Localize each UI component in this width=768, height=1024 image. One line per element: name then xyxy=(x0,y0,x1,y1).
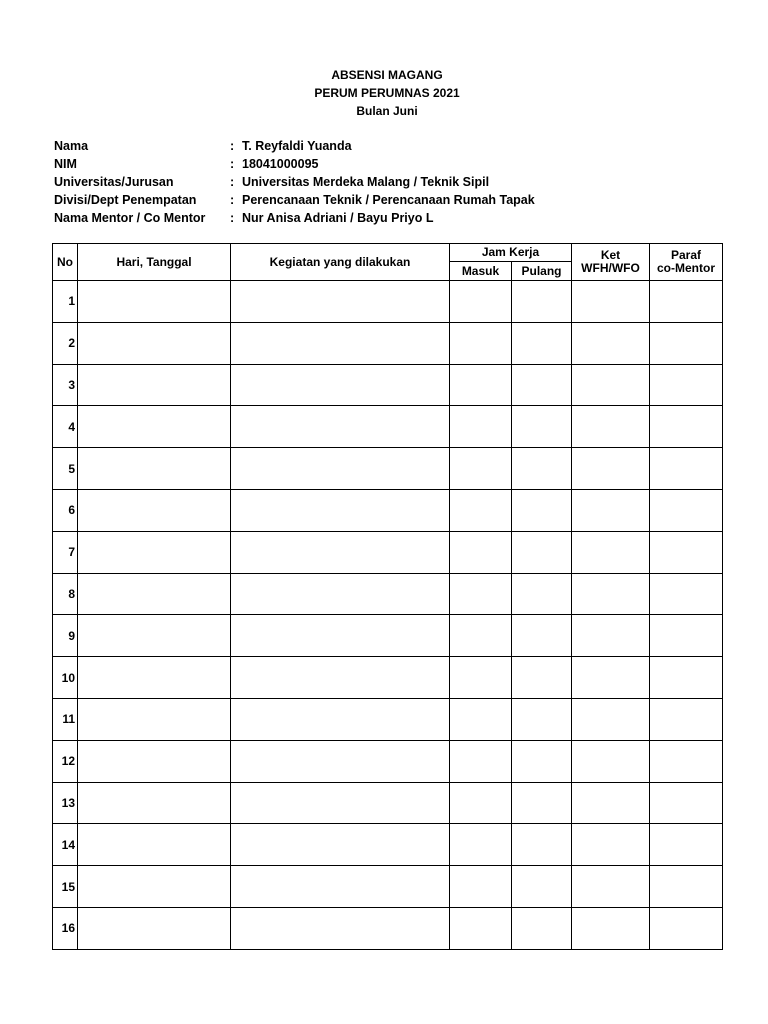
ket-cell[interactable] xyxy=(572,782,650,824)
activity-cell[interactable] xyxy=(231,740,450,782)
intern-info xyxy=(54,137,535,227)
table-header xyxy=(53,244,723,281)
info-label: Nama xyxy=(54,139,89,153)
table-row xyxy=(53,281,723,323)
paraf-cell[interactable] xyxy=(650,866,723,908)
table-row xyxy=(53,866,723,908)
ket-cell[interactable] xyxy=(572,866,650,908)
out-cell[interactable] xyxy=(512,322,572,364)
paraf-cell[interactable] xyxy=(650,657,723,699)
paraf-cell[interactable] xyxy=(650,406,723,448)
paraf-cell[interactable] xyxy=(650,907,723,949)
row-number: 11 xyxy=(53,698,78,740)
header-ket-line1: Ket xyxy=(600,248,621,262)
table-row xyxy=(53,573,723,615)
info-colon: : xyxy=(230,175,235,189)
date-cell[interactable] xyxy=(78,657,231,699)
ket-cell[interactable] xyxy=(572,448,650,490)
in-cell[interactable] xyxy=(450,782,512,824)
header-ket xyxy=(572,244,650,281)
table-row xyxy=(53,657,723,699)
info-value: 18041000095 xyxy=(242,157,319,171)
row-number: 13 xyxy=(53,782,78,824)
table-body xyxy=(53,281,723,950)
activity-cell[interactable] xyxy=(231,448,450,490)
paraf-cell[interactable] xyxy=(650,740,723,782)
row-number: 1 xyxy=(53,281,78,323)
in-cell[interactable] xyxy=(450,866,512,908)
paraf-cell[interactable] xyxy=(650,531,723,573)
ket-cell[interactable] xyxy=(572,824,650,866)
date-cell[interactable] xyxy=(78,281,231,323)
header-ket-line2: WFH/WFO xyxy=(581,261,640,275)
ket-cell[interactable] xyxy=(572,531,650,573)
row-number: 15 xyxy=(53,866,78,908)
header-paraf xyxy=(650,244,723,281)
date-cell[interactable] xyxy=(78,322,231,364)
ket-cell[interactable] xyxy=(572,281,650,323)
info-row-nim xyxy=(54,155,535,173)
activity-cell[interactable] xyxy=(231,573,450,615)
in-cell[interactable] xyxy=(450,322,512,364)
row-number: 2 xyxy=(53,322,78,364)
info-value: Perencanaan Teknik / Perencanaan Rumah Tapak xyxy=(242,193,535,207)
activity-cell[interactable] xyxy=(231,322,450,364)
header-paraf-line2: co-Mentor xyxy=(657,261,715,275)
header-activity: Kegiatan yang dilakukan xyxy=(231,244,450,281)
ket-cell[interactable] xyxy=(572,615,650,657)
row-number: 7 xyxy=(53,531,78,573)
activity-cell[interactable] xyxy=(231,782,450,824)
table-row xyxy=(53,740,723,782)
date-cell[interactable] xyxy=(78,448,231,490)
table-row xyxy=(53,782,723,824)
header-paraf-line1: Paraf xyxy=(670,248,702,262)
paraf-cell[interactable] xyxy=(650,615,723,657)
in-cell[interactable] xyxy=(450,615,512,657)
activity-cell[interactable] xyxy=(231,406,450,448)
in-cell[interactable] xyxy=(450,824,512,866)
header-out: Pulang xyxy=(512,262,572,281)
info-colon: : xyxy=(230,157,235,171)
paraf-cell[interactable] xyxy=(650,573,723,615)
in-cell[interactable] xyxy=(450,740,512,782)
row-number: 5 xyxy=(53,448,78,490)
table-row xyxy=(53,698,723,740)
table-row xyxy=(53,364,723,406)
row-number: 16 xyxy=(53,907,78,949)
table-row xyxy=(53,406,723,448)
row-number: 4 xyxy=(53,406,78,448)
activity-cell[interactable] xyxy=(231,824,450,866)
activity-cell[interactable] xyxy=(231,489,450,531)
info-colon: : xyxy=(230,139,235,153)
date-cell[interactable] xyxy=(78,866,231,908)
date-cell[interactable] xyxy=(78,698,231,740)
ket-cell[interactable] xyxy=(572,907,650,949)
header-work-hours: Jam Kerja xyxy=(450,244,572,262)
in-cell[interactable] xyxy=(450,907,512,949)
out-cell[interactable] xyxy=(512,907,572,949)
activity-cell[interactable] xyxy=(231,698,450,740)
header-date: Hari, Tanggal xyxy=(78,244,231,281)
in-cell[interactable] xyxy=(450,448,512,490)
date-cell[interactable] xyxy=(78,489,231,531)
info-colon: : xyxy=(230,193,235,207)
date-cell[interactable] xyxy=(78,364,231,406)
out-cell[interactable] xyxy=(512,489,572,531)
header-no: No xyxy=(53,244,78,281)
out-cell[interactable] xyxy=(512,657,572,699)
ket-cell[interactable] xyxy=(572,322,650,364)
in-cell[interactable] xyxy=(450,531,512,573)
date-cell[interactable] xyxy=(78,531,231,573)
title-line-1: ABSENSI MAGANG xyxy=(331,68,443,82)
date-cell[interactable] xyxy=(78,615,231,657)
in-cell[interactable] xyxy=(450,406,512,448)
row-number: 3 xyxy=(53,364,78,406)
ket-cell[interactable] xyxy=(572,657,650,699)
out-cell[interactable] xyxy=(512,448,572,490)
out-cell[interactable] xyxy=(512,364,572,406)
row-number: 8 xyxy=(53,573,78,615)
ket-cell[interactable] xyxy=(572,698,650,740)
ket-cell[interactable] xyxy=(572,406,650,448)
activity-cell[interactable] xyxy=(231,531,450,573)
info-label: Universitas/Jurusan xyxy=(54,175,174,189)
table-row xyxy=(53,824,723,866)
info-value: T. Reyfaldi Yuanda xyxy=(242,139,352,153)
paraf-cell[interactable] xyxy=(650,782,723,824)
out-cell[interactable] xyxy=(512,824,572,866)
row-number: 12 xyxy=(53,740,78,782)
paraf-cell[interactable] xyxy=(650,364,723,406)
info-label: Nama Mentor / Co Mentor xyxy=(54,211,206,225)
info-row-mentor xyxy=(54,209,535,227)
in-cell[interactable] xyxy=(450,281,512,323)
out-cell[interactable] xyxy=(512,615,572,657)
date-cell[interactable] xyxy=(78,907,231,949)
out-cell[interactable] xyxy=(512,740,572,782)
out-cell[interactable] xyxy=(512,531,572,573)
out-cell[interactable] xyxy=(512,573,572,615)
title-line-3: Bulan Juni xyxy=(356,104,418,118)
date-cell[interactable] xyxy=(78,782,231,824)
info-row-nama xyxy=(54,137,535,155)
in-cell[interactable] xyxy=(450,489,512,531)
ket-cell[interactable] xyxy=(572,364,650,406)
paraf-cell[interactable] xyxy=(650,698,723,740)
attendance-table xyxy=(52,243,723,950)
row-number: 10 xyxy=(53,657,78,699)
activity-cell[interactable] xyxy=(231,615,450,657)
date-cell[interactable] xyxy=(78,740,231,782)
date-cell[interactable] xyxy=(78,573,231,615)
in-cell[interactable] xyxy=(450,698,512,740)
table-row xyxy=(53,322,723,364)
info-label: NIM xyxy=(54,157,77,171)
row-number: 6 xyxy=(53,489,78,531)
paraf-cell[interactable] xyxy=(650,281,723,323)
date-cell[interactable] xyxy=(78,824,231,866)
ket-cell[interactable] xyxy=(572,740,650,782)
table-row xyxy=(53,531,723,573)
info-label: Divisi/Dept Penempatan xyxy=(54,193,197,207)
activity-cell[interactable] xyxy=(231,281,450,323)
date-cell[interactable] xyxy=(78,406,231,448)
header-in: Masuk xyxy=(450,262,512,281)
paraf-cell[interactable] xyxy=(650,322,723,364)
table-row xyxy=(53,615,723,657)
info-row-universitas xyxy=(54,173,535,191)
table-row xyxy=(53,448,723,490)
out-cell[interactable] xyxy=(512,406,572,448)
paraf-cell[interactable] xyxy=(650,824,723,866)
activity-cell[interactable] xyxy=(231,364,450,406)
activity-cell[interactable] xyxy=(231,866,450,908)
info-value: Universitas Merdeka Malang / Teknik Sipil xyxy=(242,175,490,189)
out-cell[interactable] xyxy=(512,782,572,824)
activity-cell[interactable] xyxy=(231,657,450,699)
out-cell[interactable] xyxy=(512,866,572,908)
paraf-cell[interactable] xyxy=(650,489,723,531)
info-value: Nur Anisa Adriani / Bayu Priyo L xyxy=(242,211,434,225)
title-line-2: PERUM PERUMNAS 2021 xyxy=(314,86,460,100)
row-number: 14 xyxy=(53,824,78,866)
out-cell[interactable] xyxy=(512,698,572,740)
row-number: 9 xyxy=(53,615,78,657)
ket-cell[interactable] xyxy=(572,489,650,531)
info-colon: : xyxy=(230,211,235,225)
in-cell[interactable] xyxy=(450,364,512,406)
in-cell[interactable] xyxy=(450,657,512,699)
in-cell[interactable] xyxy=(450,573,512,615)
document-title xyxy=(0,66,768,120)
ket-cell[interactable] xyxy=(572,573,650,615)
out-cell[interactable] xyxy=(512,281,572,323)
paraf-cell[interactable] xyxy=(650,448,723,490)
table-row xyxy=(53,489,723,531)
info-row-divisi xyxy=(54,191,535,209)
activity-cell[interactable] xyxy=(231,907,450,949)
table-row xyxy=(53,907,723,949)
